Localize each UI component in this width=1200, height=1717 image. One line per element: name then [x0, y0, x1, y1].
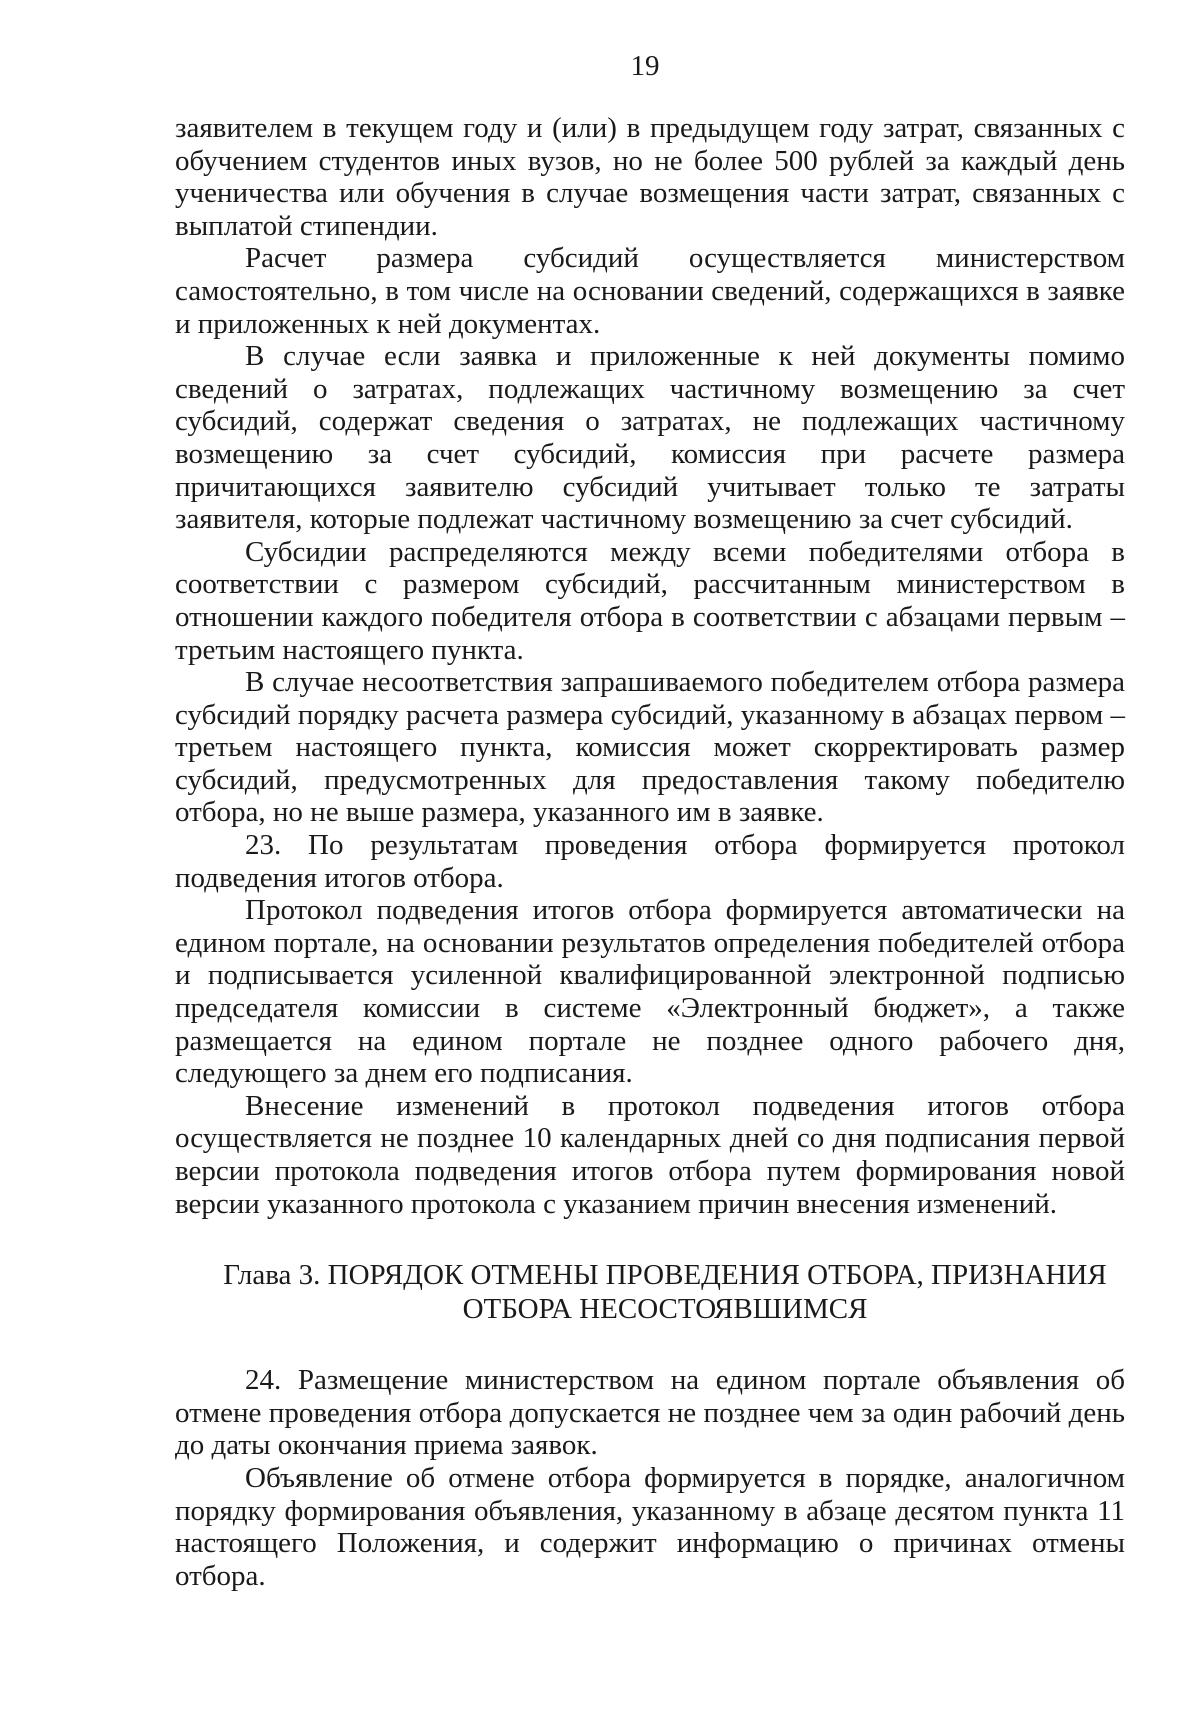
paragraph: Внесение изменений в протокол подведения итогов отбора осуществляется не позднее 10 календарных дней со дня подписания первой версии протокола подведения итогов отбора путем формирования новой версии указанного протокола с указанием причин внесения изменений.	[175, 1089, 1125, 1220]
paragraph: заявителем в текущем году и (или) в предыдущем году затрат, связанных с обучением студентов иных вузов, но не более 500 рублей за каждый день ученичества или обучения в случае возмещения части затрат, связанных с выплатой стипендии.	[175, 112, 1125, 242]
paragraph: Протокол подведения итогов отбора формируется автоматически на едином портале, на основании результатов определения победителей отбора и подписывается усиленной квалифицированной электронной подписью председателя комиссии в системе «Электронный бюджет», а также размещается на едином портале не позднее одного рабочего дня, следующего за днем его подписания.	[175, 894, 1125, 1090]
paragraph: 23. По результатам проведения отбора формируется протокол подведения итогов отбора.	[175, 829, 1125, 894]
paragraph: В случае несоответствия запрашиваемого победителем отбора размера субсидий порядку расчета размера субсидий, указанному в абзацах первом – третьем настоящего пункта, комиссия может скорректировать размер субсидий, предусмотренных для предоставления такому победителю отбора, но не выше размера, указанного им в заявке.	[175, 666, 1125, 829]
paragraph: 24. Размещение министерством на едином портале объявления об отмене проведения отбора допускается не позднее чем за один рабочий день до даты окончания приема заявок.	[175, 1364, 1125, 1462]
page-number: 19	[630, 50, 660, 82]
chapter-title	[175, 1258, 1125, 1326]
chapter-title-line: ОТБОРА НЕСОСТОЯВШИМСЯ	[462, 1293, 868, 1326]
chapter-title-line: Глава 3. ПОРЯДОК ОТМЕНЫ ПРОВЕДЕНИЯ ОТБОРА, ПРИЗНАНИЯ	[223, 1259, 1107, 1292]
paragraph: В случае если заявка и приложенные к ней документы помимо сведений о затратах, подлежащих частичному возмещению за счет субсидий, содержат сведения о затратах, не подлежащих частичному возмещению за счет субсидий, комиссия при расчете размера причитающихся заявителю субсидий учитывает только те затраты заявителя, которые подлежат частичному возмещению за счет субсидий.	[175, 340, 1125, 536]
paragraph: Субсидии распределяются между всеми победителями отбора в соответствии с размером субсидий, рассчитанным министерством в отношении каждого победителя отбора в соответствии с абзацами первым – третьим настоящего пункта.	[175, 535, 1125, 666]
paragraph: Расчет размера субсидий осуществляется министерством самостоятельно, в том числе на основании сведений, содержащихся в заявке и приложенных к ней документах.	[175, 242, 1125, 340]
paragraph: Объявление об отмене отбора формируется в порядке, аналогичном порядку формирования объявления, указанному в абзаце десятом пункта 11 настоящего Положения, и содержит информацию о причинах отмены отбора.	[175, 1461, 1125, 1592]
document-body	[175, 112, 1125, 1592]
